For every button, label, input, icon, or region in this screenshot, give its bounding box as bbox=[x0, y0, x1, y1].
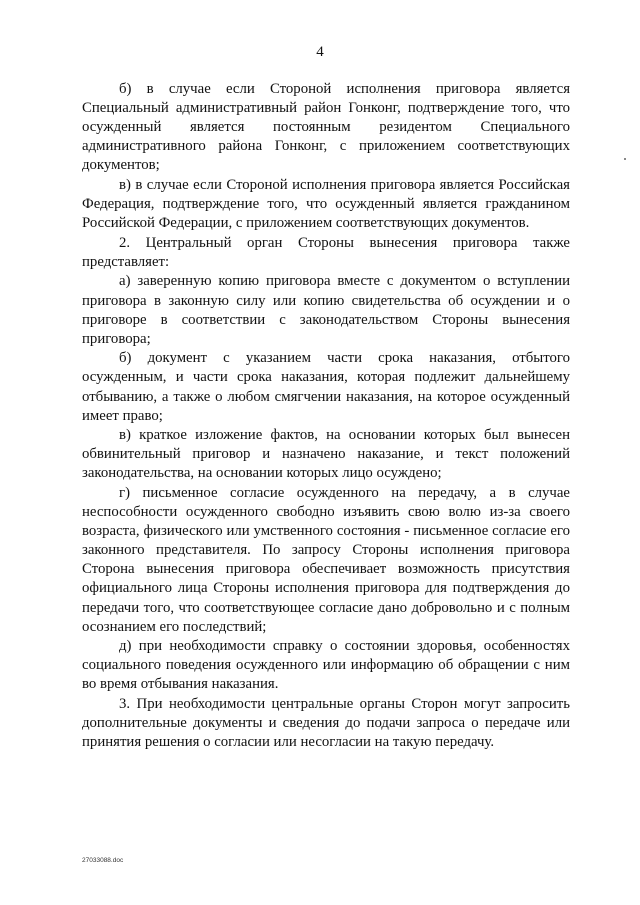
paragraph-russian-citizenship: в) в случае если Стороной исполнения приговора является Российская Федерация, подтверждение того, что осужденный является гражданином Российской Федерации, с приложением соответствующих документов. bbox=[82, 176, 570, 232]
page-number: 4 bbox=[316, 44, 324, 60]
paragraph-health-certificate: д) при необходимости справку о состоянии здоровья, особенностях социального поведения осужденного или информацию об обращении с ним во время отбывания наказания. bbox=[82, 638, 570, 693]
paragraph-facts-summary: в) краткое изложение фактов, на основании которых был вынесен обвинительный приговор и назначено наказание, и текст положений законодательства, на основании которых лицо осуждено; bbox=[82, 427, 570, 482]
paragraph-written-consent: г) письменное согласие осужденного на передачу, а в случае неспособности осужденного свободно изъявить свою волю из-за своего возраста, физического или умственного состояния - письменное согласие его законного представителя. По запросу Стороны исполнения приговора Сторона вынесения приговора обеспечивает возможность присутствия официального лица Стороны исполнения приговора для подтверждения до передачи того, что соответствующее согласие дано добровольно и с полным осознанием его последствий; bbox=[82, 484, 570, 635]
footer-file-code: 27033088.doc bbox=[82, 857, 124, 864]
paragraph-hong-kong-residency: б) в случае если Стороной исполнения приговора является Специальный административный район Гонконг, подтверждение того, что осужденный является постоянным резидентом Специального административного района Гонконг, с приложением соответствующих документов; bbox=[82, 81, 570, 174]
paragraph-central-authority-provides: 2. Центральный орган Стороны вынесения приговора также представляет: bbox=[82, 234, 570, 270]
document-body bbox=[82, 80, 570, 753]
paragraph-certified-copy: а) заверенную копию приговора вместе с документом о вступлении приговора в законную силу или копию свидетельства об осуждении и о приговоре в соответствии с законодательством Стороны вынесения приговора; bbox=[82, 273, 570, 347]
scan-speck bbox=[624, 158, 626, 160]
paragraph-sentence-term-document: б) документ с указанием части срока наказания, отбытого осужденным, и части срока наказания, которая подлежит дальнейшему отбыванию, а также о любом смягчении наказания, на которое осужденный имеет право; bbox=[82, 350, 570, 424]
paragraph-additional-documents: 3. При необходимости центральные органы Сторон могут запросить дополнительные документы и сведения до подачи запроса о передаче или принятия решения о согласии или несогласии на такую передачу. bbox=[82, 696, 570, 751]
